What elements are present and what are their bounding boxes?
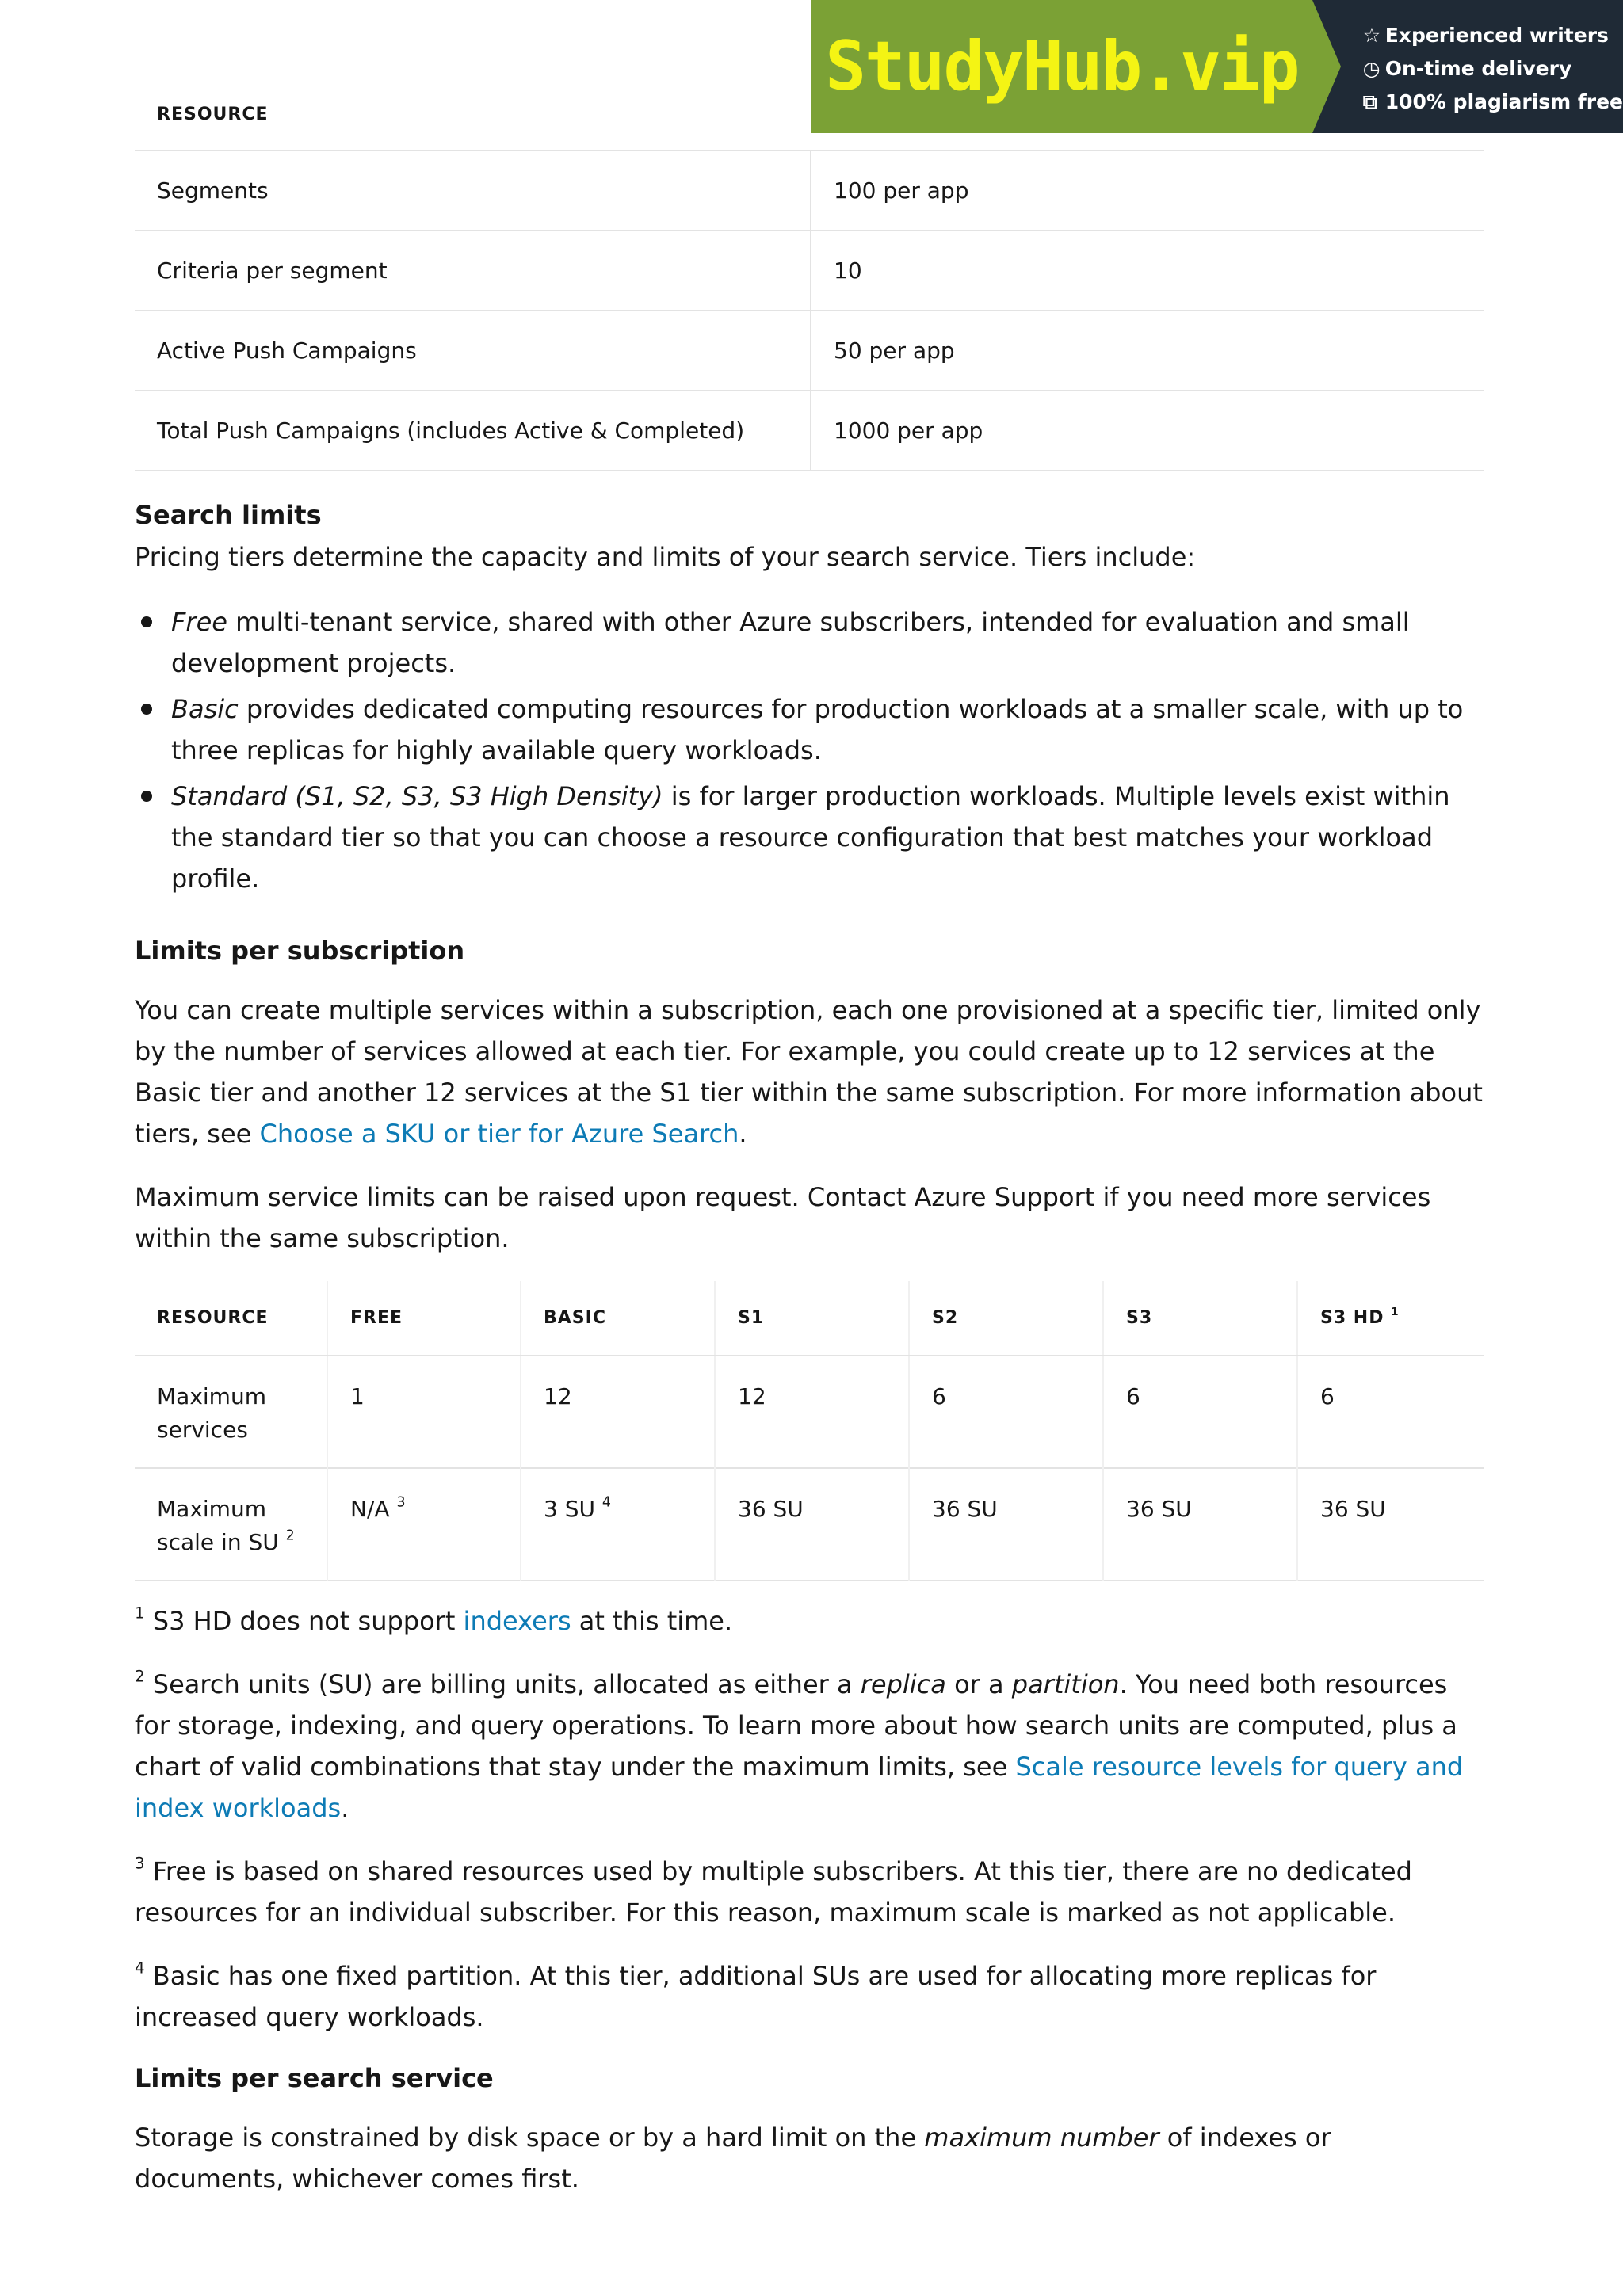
- footnote-marker: 2: [285, 1527, 295, 1544]
- copy-icon: ⧉: [1362, 90, 1377, 113]
- document-page: [135, 0, 1484, 2199]
- section-heading-search-limits: Search limits: [135, 500, 322, 530]
- table-cell: Segments: [135, 151, 811, 231]
- table-cell: 12: [521, 1356, 715, 1468]
- table-cell: [327, 1468, 521, 1581]
- subscription-paragraph: [135, 990, 1484, 1154]
- table-row: [135, 391, 1484, 471]
- table-cell: [135, 1468, 327, 1581]
- footnote-emphasis: partition: [1011, 1669, 1120, 1699]
- feature-panel: [1312, 0, 1623, 133]
- paragraph-text: Storage is constrained by disk space or by a hard limit on the: [135, 2122, 925, 2153]
- table-cell: 6: [1297, 1356, 1484, 1468]
- table-cell: 36 SU: [1297, 1468, 1484, 1581]
- table-row: [135, 311, 1484, 391]
- footnote-1: [135, 1600, 1484, 1642]
- table-cell: 6: [1103, 1356, 1297, 1468]
- footnote-text: . You need both resources for storage, indexing, and query operations. To learn more about how search units are computed, plus a chart of valid combinations that stay under the maximum limits, see: [135, 1669, 1457, 1782]
- storage-paragraph: [135, 2117, 1484, 2199]
- paragraph-text: You can create multiple services within a subscription, each one provisioned at a specific tier, limited only by the number of services allowed at each tier. For example, you could create up to 12 services at the Basic tier and another 12 services at the S1 tier within the same subscription. For more information about tiers, see: [135, 995, 1483, 1149]
- search-limits-intro: Pricing tiers determine the capacity and limits of your search service. Tiers include:: [135, 542, 1196, 572]
- table-cell: 100 per app: [811, 151, 1484, 231]
- column-header-s3hd: [1297, 1281, 1484, 1356]
- footnote-text: .: [341, 1793, 349, 1823]
- service-limits-paragraph: Maximum service limits can be raised upon request. Contact Azure Support if you need more services within the same subscription.: [135, 1182, 1431, 1253]
- subscription-limits-table: [135, 1281, 1484, 1581]
- table-cell: 1: [327, 1356, 521, 1468]
- footnote-2: [135, 1664, 1484, 1829]
- table-cell: 50 per app: [811, 311, 1484, 391]
- feature-text: Experienced writers: [1384, 24, 1609, 47]
- footnote-text: or a: [945, 1669, 1012, 1699]
- bullet-icon: [141, 704, 152, 715]
- section-heading-per-subscription: Limits per subscription: [135, 936, 465, 966]
- table-cell: Criteria per segment: [135, 231, 811, 311]
- list-item: [135, 776, 1484, 899]
- feature-item: [1363, 52, 1623, 86]
- table-cell: 1000 per app: [811, 391, 1484, 471]
- tier-description: multi-tenant service, shared with other Azure subscribers, intended for evaluation and small development projects.: [171, 607, 1410, 678]
- footnote-marker: 2: [135, 1667, 145, 1686]
- tier-description: provides dedicated computing resources for production workloads at a smaller scale, with up to three replicas for highly available query workloads.: [171, 694, 1464, 765]
- header-text: S3 HD: [1320, 1308, 1384, 1328]
- tier-name: Basic: [171, 694, 239, 724]
- table-row: [135, 1356, 1484, 1468]
- paragraph-text: of indexes or documents, whichever comes first.: [135, 2122, 1331, 2194]
- table-cell: Active Push Campaigns: [135, 311, 811, 391]
- footnote-3: [135, 1851, 1484, 1933]
- table-cell: 36 SU: [715, 1468, 909, 1581]
- feature-item: [1363, 19, 1623, 52]
- paragraph-text: .: [739, 1119, 747, 1149]
- clock-icon: ◷: [1362, 57, 1381, 80]
- table-row: [135, 151, 1484, 231]
- footnote-marker: 1: [135, 1604, 145, 1623]
- footnote-text: Basic has one fixed partition. At this tier, additional SUs are used for allocating more replicas for increased query workloads.: [135, 1961, 1377, 2032]
- tier-list: [135, 601, 1484, 899]
- cell-text: N/A: [350, 1496, 390, 1522]
- table-row: [135, 231, 1484, 311]
- brand-logo: StudyHub.vip: [825, 27, 1299, 106]
- promo-banner[interactable]: [812, 0, 1623, 133]
- table-cell: 10: [811, 231, 1484, 311]
- footnote-marker: 1: [1391, 1306, 1400, 1319]
- column-header-resource: RESOURCE: [135, 1281, 327, 1356]
- banner-arrow: [1312, 0, 1341, 133]
- cell-text: Maximum scale in SU: [157, 1496, 279, 1555]
- footnote-text: S3 HD does not support: [144, 1606, 464, 1636]
- footnote-marker: 3: [396, 1494, 406, 1511]
- footnote-marker: 4: [135, 1958, 145, 1978]
- column-header-s1: S1: [715, 1281, 909, 1356]
- feature-item: [1363, 86, 1623, 119]
- tier-name: Standard (S1, S2, S3, S3 High Density): [171, 781, 663, 811]
- footnote-marker: 4: [601, 1494, 611, 1511]
- table-row: [135, 1468, 1484, 1581]
- engagement-limits-table: [135, 79, 1484, 471]
- tier-description: is for larger production workloads. Multiple levels exist within the standard tier so that you can choose a resource configuration that best matches your workload profile.: [171, 781, 1450, 894]
- table-cell: 12: [715, 1356, 909, 1468]
- brand-panel: [812, 0, 1312, 133]
- paragraph-emphasis: maximum number: [924, 2122, 1159, 2153]
- bullet-icon: [141, 616, 152, 627]
- table-cell: 36 SU: [1103, 1468, 1297, 1581]
- indexers-link[interactable]: indexers: [463, 1606, 571, 1636]
- column-header-resource: RESOURCE: [135, 79, 811, 151]
- star-icon: ☆: [1362, 24, 1381, 47]
- column-header-free: FREE: [327, 1281, 521, 1356]
- section-heading-per-service: Limits per search service: [135, 2063, 494, 2093]
- table-cell: Maximum services: [135, 1356, 327, 1468]
- choose-sku-link[interactable]: Choose a SKU or tier for Azure Search: [259, 1119, 739, 1149]
- column-header-basic: BASIC: [521, 1281, 715, 1356]
- table-cell: [521, 1468, 715, 1581]
- table-cell: Total Push Campaigns (includes Active & Completed): [135, 391, 811, 471]
- footnote-4: [135, 1955, 1484, 2038]
- tier-name: Free: [171, 607, 227, 637]
- feature-text: 100% plagiarism free: [1384, 90, 1623, 113]
- list-item: [135, 601, 1484, 684]
- column-header-s3: S3: [1103, 1281, 1297, 1356]
- feature-text: On-time delivery: [1384, 57, 1572, 80]
- footnote-text: at this time.: [571, 1606, 733, 1636]
- table-cell: 6: [909, 1356, 1103, 1468]
- column-header-s2: S2: [909, 1281, 1103, 1356]
- table-header-row: [135, 1281, 1484, 1356]
- footnote-text: Free is based on shared resources used by multiple subscribers. At this tier, there are no dedicated resources for an individual subscriber. For this reason, maximum scale is marked as not applicable.: [135, 1856, 1412, 1928]
- footnote-marker: 3: [135, 1854, 145, 1873]
- footnote-emphasis: replica: [860, 1669, 946, 1699]
- bullet-icon: [141, 791, 152, 802]
- list-item: [135, 688, 1484, 771]
- scale-resource-link[interactable]: Scale resource levels for query and index workloads: [135, 1752, 1464, 1823]
- cell-text: 3 SU: [544, 1496, 595, 1522]
- table-cell: 36 SU: [909, 1468, 1103, 1581]
- footnote-text: Search units (SU) are billing units, allocated as either a: [144, 1669, 861, 1699]
